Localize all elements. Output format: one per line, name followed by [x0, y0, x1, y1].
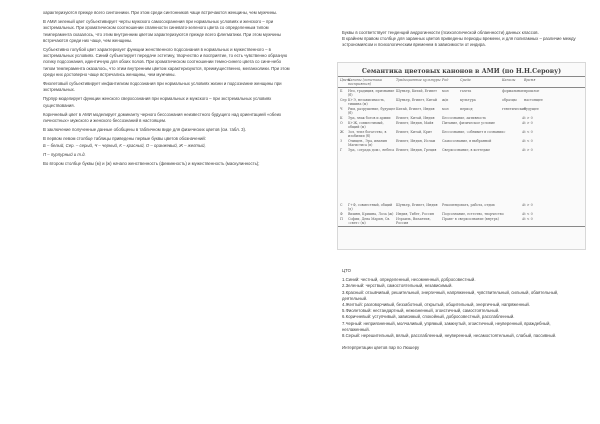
table-cell: Египет, Китай, Индия [396, 115, 435, 120]
luscher-footer: Интерпретации цветов пар по Люшеру [342, 345, 420, 351]
table-cell: Ч [340, 106, 343, 111]
table-cell: Очищен., Эра, инания Магистиса (в) [348, 138, 387, 147]
table-cell: Δt < 0 [522, 216, 533, 221]
table-cell: П [340, 216, 343, 221]
list-item: 5.Фиолетовый: нестандартный, нежизненный, эгоистичный, самостоятельный. [342, 308, 500, 314]
paragraph-conclusion: В заключение полученные данные обобщены в табличном виде для физических цветов (см. табл. 3). [43, 127, 247, 133]
table-row [338, 88, 585, 97]
table-cell: Эра, «отрада дом», небеса [348, 147, 395, 152]
table-cell: Шуньер, Египет, Китай [396, 97, 437, 102]
table-cell: Вишня, Кришна, Лоза (ж) [348, 211, 394, 216]
table-cell: период [460, 106, 473, 111]
table-cell: Сверхсознание, в коттедже [442, 147, 491, 152]
header-time: Время [524, 78, 536, 82]
table-cell: ж/п [442, 97, 449, 102]
paragraph-purple-etc: П – пурпурный и т.д. [43, 151, 86, 157]
table-row [338, 138, 585, 147]
paragraph-androgyny: Буквы в соответствует тенденций андрогинности (психологической облаенности) данных классов. [342, 30, 539, 35]
table-cell: Нео, традиция, признание (б) [348, 88, 395, 97]
color-semantics-table [337, 62, 586, 250]
paragraph-first-column: В первом левом столбце таблицы приведены первые буквы цветов обозначений: [43, 136, 206, 142]
right-top-text [342, 30, 577, 49]
table-cell: Δt > 0 [522, 147, 533, 152]
table-cell: Подсознание, естество, творчество [442, 211, 504, 216]
table-cell: Зол, тепл богатство, в изобилии (б) [348, 129, 387, 138]
table-gap [338, 152, 585, 202]
table-title: Семантика цветовых канонов в АМИ (по Н.Н.Серову) [361, 68, 562, 75]
table-cell: Бессознание, активность [442, 115, 487, 120]
table-cell: О [340, 120, 343, 125]
table-cell: Самосознание, в выбранной [442, 138, 492, 143]
paragraph-color-letters: Б – белый, Сер. – серый, Ч – черный, К – красный, О – оранжевый, Ж – желтый, [43, 142, 206, 148]
header-channels: Каналы [502, 78, 516, 82]
table-body-bottom [338, 202, 585, 227]
table-row [338, 202, 585, 211]
cto-heading: ЦТО [342, 268, 351, 273]
table-cell: Г [340, 147, 343, 152]
table-row [338, 97, 585, 106]
table-cell: С [340, 202, 343, 207]
header-canons: Каноны (эстетика восприятия) [348, 78, 382, 86]
list-item: 4.Желтый: разговорчивый, беззаботный, открытый, общительный, энергичный, напряженный. [342, 302, 531, 308]
header-cultures: Традиционные культуры [396, 78, 441, 82]
table-bottom-rule [338, 226, 585, 227]
list-item: 6.Коричневый: уступчивый, зависимый, спокойный, добросовестный, расслабленный. [342, 314, 515, 320]
table-cell: К+Э, независимость, тишина (м) [348, 97, 386, 106]
paragraph-purple: Пурпур моделирует функции женского сверхсознания при нормальных и мужского – при экстремальных условиях существования. [43, 96, 272, 108]
paragraph-violet: Фиолетовый субъективирует инфантилизм подсознания при нормальных условиях жизни и подсознание женщины при экстремальных. [43, 81, 282, 93]
table-row [338, 129, 585, 138]
table-cell: Египет, Индия, Майя [396, 120, 434, 125]
table-cell: прошлое [524, 88, 540, 93]
table-cell: Δt > 0 [522, 115, 533, 120]
table-cell: мол [442, 88, 449, 93]
table-cell: Δt > 0 [522, 202, 533, 207]
table-cell: Софии, Дева Мария, Св. «свет» (м) [348, 216, 391, 225]
table-cell: газета [460, 88, 472, 93]
table-cell: Египет, Китай, Крит [396, 129, 432, 134]
table-cell: Сер [340, 97, 347, 102]
table-cell: Δt < 0 [522, 129, 533, 134]
table-cell: З [340, 138, 343, 143]
list-item: 7.Черный: неприязненный, молчаливый, упрямый, замкнутый, эгоистичный, неуверенный, враждебный, неглаженный. [342, 320, 551, 332]
table-cell: Шуньер, Китай, Египет [396, 88, 437, 93]
table-cell: образцы [502, 97, 517, 102]
table-cell: Египет, Индия, Греция [396, 147, 437, 152]
paragraph-synthon: характеризуются прежде всего синтонники. При этом среди синтонников чаще встречаются женщины, чем мужчины. [43, 10, 278, 15]
table-cell: Израиль, Византия, Россия [396, 216, 431, 225]
table-cell: Ж [340, 129, 344, 134]
table-cell: К [340, 115, 343, 120]
table-cell: Питание, физическое условие [442, 120, 495, 125]
paragraph-second-column: Во втором столбце буквы (м) и (ж) начало женственность (феминность) и мужественность (маскулинность); [43, 161, 260, 167]
left-text-column [43, 10, 293, 167]
table-cell: формальные [502, 88, 524, 93]
table-cell: Δt < 0 [522, 211, 533, 216]
table-cell: Праве- в сверхсознание (внутрь) [442, 216, 499, 221]
table-cell: генетические [502, 106, 527, 111]
header-gender: Род [442, 78, 449, 82]
table-header-row [338, 76, 585, 88]
list-item: 1.Синий: честный, определенный, несомненный, добросовестный. [342, 277, 476, 283]
list-item: 3.Красный: отзывчивый, решительный, энергичный, напряженный, чувствительный, сильный, обаятельный, деятельный. [342, 289, 559, 301]
table-cell: Г+Ф, совместный, общий (д) [348, 202, 393, 211]
table-cell: Рим, разрушение, будущее (б) [348, 106, 396, 115]
paragraph-blue: Субъективно голубой цвет характеризует функции женственного подсознания в нормальных и мужественного – в экстремальных условиях. Синий субъектирует передаче эстетику, творчество и восприятие, то есть чувственно образную логику подсознания, идентичную для обоих полов. При хроматическом соотношении темно-синего цвета со сине-небо типом темперамента оказалось, что этим внутренним цветом характеризуются, преимущественно, меланхолики. При этом среди них достоверно чаще встречались женщины, чем мужчины. [43, 47, 290, 77]
table-cell: Рекомендовать, работа, отдых [442, 202, 495, 207]
table-body [338, 88, 585, 152]
table-cell: Эра, знак богов и армии [348, 115, 391, 120]
table-row [338, 216, 585, 225]
table-row [338, 120, 585, 129]
table-cell: Δt > 0 [522, 120, 533, 125]
table-cell: Б [340, 88, 343, 93]
table-cell: настоящее [524, 97, 543, 102]
table-cell: Китай, Египет, Индия [396, 106, 435, 111]
table-cell: Δt < 0 [522, 138, 533, 143]
table-cell: Ф [340, 211, 343, 216]
table-cell: Шуньер, Египет, Индия [396, 202, 438, 207]
table-cell: К+Ж, совместимый, общий (м) [348, 120, 384, 129]
paragraph-right-column: В крайнем правом столбце для заранных цветов приведены периоды времени, и для полигамных – различие между эстрономиясом и психологическим временем в зависимости от индира. [342, 36, 576, 48]
table-cell: Индия, Тибет, Россия [396, 211, 434, 216]
table-row [338, 106, 585, 115]
right-bottom-text [342, 268, 577, 351]
table-cell: Египет, Индия, Ислам [396, 138, 436, 143]
table-cell: Бессознание, «обнимет в сознании» [442, 129, 506, 134]
header-environment: Среда [460, 78, 471, 82]
paragraph-green: В АМИ зеленый цвет субъективирует черты мужского самосохранения при нормальных условиях и женского – при экстремальных. При хроматическом соотношении спаянности синевато-зеленого цвета со определенным типом темперамента сказалось, что этим внутренним цветом характеризуются прежде всего флегматики. При этом мужчины встречаются среди них чаще, чем женщины. [43, 19, 282, 43]
table-cell: будущее [524, 106, 539, 111]
paragraph-brown: Коричневый цвет в АМИ моделирует доминанту черного бессознания неизвестного будущего над ориентацией «обеих личностных» мужского и женского бессознаний в настоящем. [43, 111, 282, 124]
list-item: 2.Зеленый: черствый, самостоятельный, независимый. [342, 283, 453, 289]
table-cell: мол [442, 106, 449, 111]
list-item: 8.Серый: нерешительный, вялый, расслабленный, неуверенный, несамостоятельный, слабый, пассивный. [342, 333, 557, 339]
table-cell: культура [460, 97, 476, 102]
header-color: Цвет [340, 78, 350, 82]
